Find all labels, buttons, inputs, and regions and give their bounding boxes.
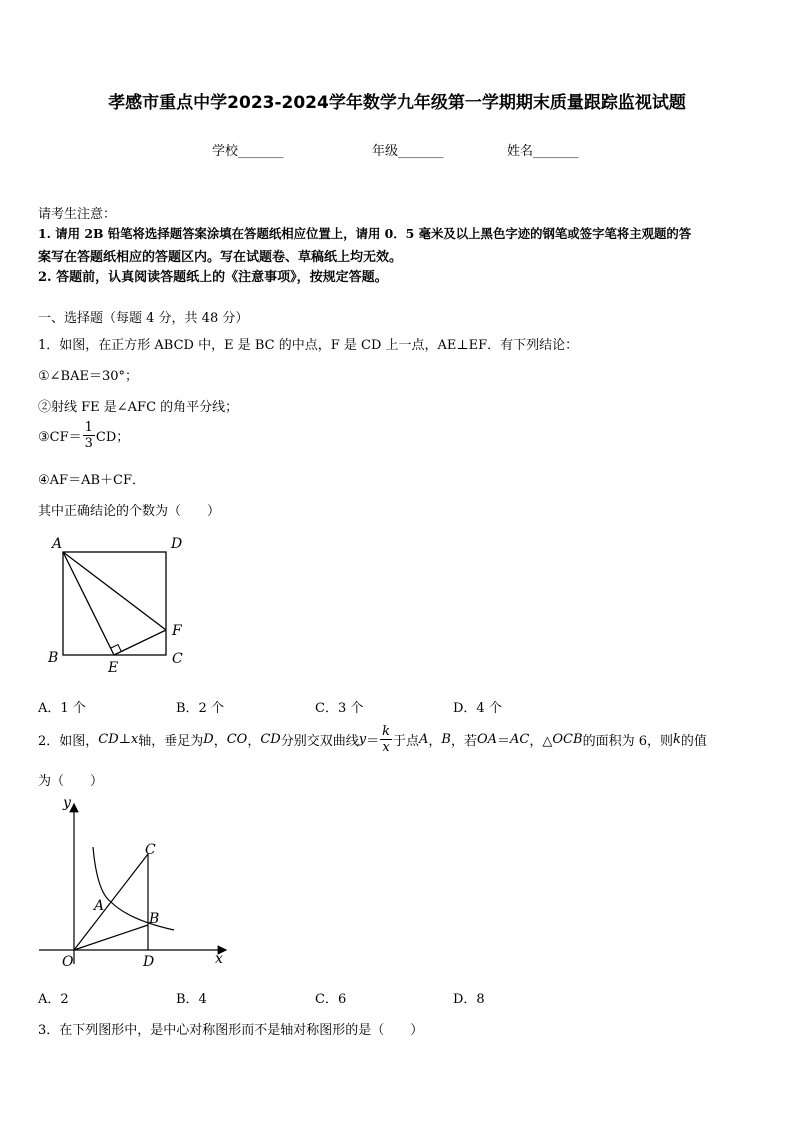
q2-var: A	[419, 732, 429, 747]
q2-text: 的面积为 6，则	[582, 734, 673, 749]
q1-option-b[interactable]: B．2 个	[176, 701, 224, 716]
q1-conclusion-4: ④AF＝AB＋CF．	[38, 473, 145, 488]
q2-frac-numerator: k	[382, 724, 390, 739]
grade-field: 年级_______	[372, 144, 444, 159]
q2-text: 的值	[680, 734, 707, 749]
hyperbola-curve	[93, 847, 174, 930]
label-c: C	[145, 842, 156, 858]
label-d: D	[171, 536, 183, 552]
label-c: C	[172, 651, 183, 667]
q2-text: 轴，垂足为	[138, 734, 204, 749]
q2-option-c[interactable]: C．6	[315, 992, 347, 1007]
q2-option-a[interactable]: A．2	[38, 992, 69, 1007]
q2-text: ，	[247, 734, 261, 749]
label-x: x	[215, 951, 223, 967]
q1-stem: 1．如图，在正方形 ABCD 中，E 是 BC 的中点，F 是 CD 上一点，AE⊥EF．有下列结论：	[38, 338, 579, 353]
segment-af	[63, 552, 166, 630]
q1-conclusion-3	[38, 420, 129, 451]
label-b: B	[149, 911, 160, 927]
q2-var: k	[672, 732, 681, 747]
label-a: A	[94, 898, 105, 914]
label-a: A	[52, 536, 63, 552]
label-y: y	[63, 795, 71, 811]
school-field: 学校_______	[212, 144, 284, 159]
q3-stem: 3．在下列图形中，是中心对称图形而不是轴对称图形的是（ ）	[38, 1023, 424, 1038]
notice-line-3: 2. 答题前，认真阅读答题纸上的《注意事项》，按规定答题。	[38, 270, 388, 285]
q2-var: CO	[226, 732, 248, 747]
q2-var: OCB	[552, 732, 583, 747]
notice-heading: 请考生注意：	[38, 207, 117, 222]
q2-option-d[interactable]: D．8	[453, 992, 485, 1007]
notice-line-2: 案写在答题纸相应的答题区内。写在试题卷、草稿纸上均无效。	[38, 250, 403, 265]
q1-conclusion-1: ①∠BAE＝30°；	[38, 369, 139, 384]
q1-c3-prefix: ③CF＝	[38, 430, 82, 445]
label-o: O	[62, 954, 74, 970]
q2-text: 分别交双曲线	[280, 734, 359, 749]
q2-var: CD	[260, 732, 281, 747]
q2-var: D	[203, 732, 214, 747]
q2-stem	[38, 724, 707, 755]
q2-var: B	[441, 732, 451, 747]
q2-text: 于点	[392, 734, 419, 749]
square-abcd	[63, 552, 166, 655]
q2-text: ＝	[366, 734, 380, 749]
q2-stem-line-2: 为（ ）	[38, 774, 104, 789]
label-f: F	[172, 623, 182, 639]
q1-c3-fraction	[83, 420, 95, 451]
name-field: 姓名_______	[507, 144, 579, 159]
label-b: B	[48, 650, 59, 666]
notice-line-1: 1. 请用 2B 铅笔将选择题答案涂填在答题纸相应位置上，请用 0．5 毫米及以上黑色字迹的钢笔或签字笔将主观题的答	[38, 226, 692, 241]
q2-var: x	[130, 732, 139, 747]
segment-ob	[74, 925, 148, 950]
label-d: D	[143, 954, 155, 970]
q2-var: AC	[510, 732, 530, 747]
q1-option-c[interactable]: C．3 个	[315, 701, 364, 716]
q1-square-figure	[40, 530, 200, 680]
q1-c3-numerator: 1	[84, 420, 93, 435]
q1-option-d[interactable]: D．4 个	[453, 701, 502, 716]
q2-text: ，	[428, 734, 442, 749]
q2-text: ＝	[497, 734, 511, 749]
q2-text: ，	[213, 734, 227, 749]
q2-text: ，若	[450, 734, 477, 749]
label-e: E	[108, 660, 119, 676]
right-angle-mark	[111, 645, 121, 652]
segment-ae	[63, 552, 114, 655]
q2-text: ⊥	[118, 732, 131, 747]
q2-hyperbola-figure	[34, 792, 234, 972]
q2-text: ，△	[529, 734, 553, 749]
q1-c3-suffix: CD；	[95, 430, 130, 445]
q2-option-b[interactable]: B．4	[176, 992, 207, 1007]
q1-ask: 其中正确结论的个数为（ ）	[38, 504, 221, 519]
segment-ef	[114, 630, 166, 655]
q1-conclusion-2: ②射线 FE 是∠AFC 的角平分线；	[38, 400, 239, 415]
q2-fraction	[380, 724, 392, 755]
q2-var: y	[358, 732, 367, 747]
q2-var: OA	[476, 732, 498, 747]
q2-frac-denominator: x	[382, 740, 390, 755]
q1-c3-denominator: 3	[84, 436, 93, 451]
q1-option-a[interactable]: A．1 个	[38, 701, 86, 716]
q2-var: CD	[98, 732, 119, 747]
q2-text: 2．如图，	[38, 734, 99, 749]
exam-title: 孝感市重点中学2023-2024学年数学九年级第一学期期末质量跟踪监视试题	[108, 93, 686, 113]
section-heading: 一、选择题（每题 4 分，共 48 分）	[38, 311, 249, 326]
